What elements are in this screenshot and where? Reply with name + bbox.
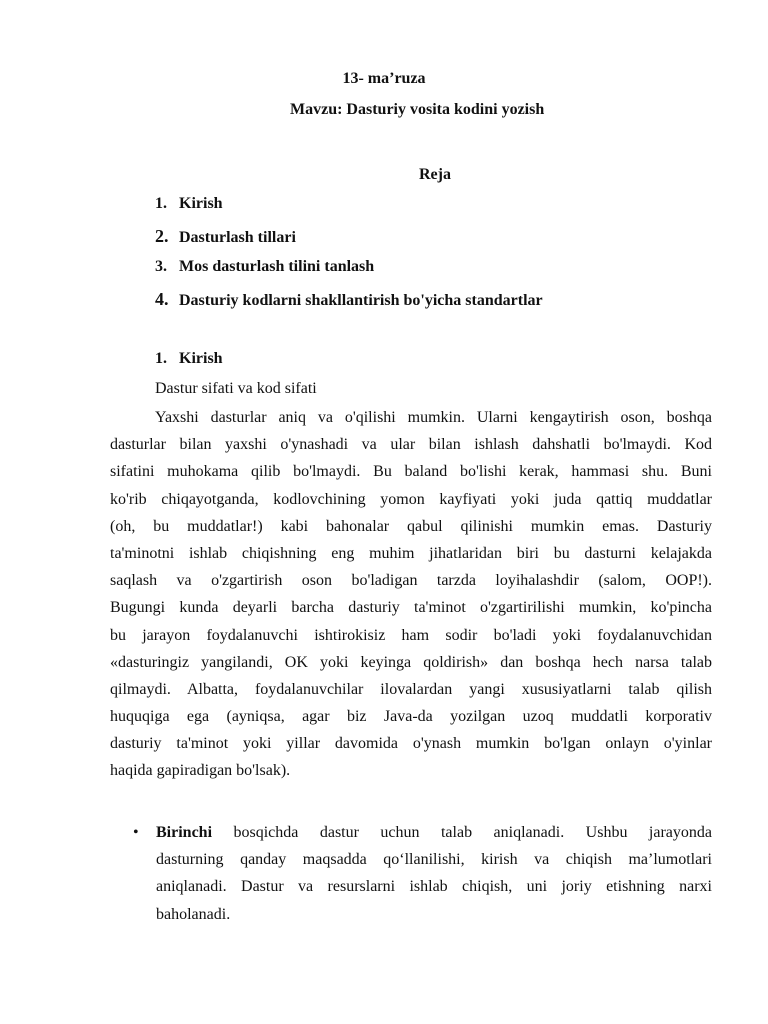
plan-heading: Reja [419,166,451,183]
paragraph-line: dasturlar bilan yaxshi o'ynashadi va ular bilan ishlash dahshatli bo'lmaydi. Kod [110,436,712,454]
lecture-number: 13- ma’ruza [342,70,426,87]
bullet-item [156,818,712,927]
paragraph-line: (oh, bu muddatlar!) kabi bahonalar qabul qilinishi mumkin emas. Dasturiy [110,517,712,535]
plan-item-number: 4. [155,289,169,309]
paragraph-line: Yaxshi dasturlar aniq va o'qilishi mumkin. Ularni kengaytirish oson, boshqa [155,409,712,426]
bullet-line: baholanadi. [156,905,231,923]
plan-item-label: Dasturiy kodlarni shakllantirish bo'yicha standartlar [179,292,543,309]
plan-item [155,226,296,247]
bullet-bold-lead: Birinchi [156,824,213,841]
plan-item-label: Mos dasturlash tilini tanlash [179,258,375,275]
section-number: 1. [155,350,167,367]
paragraph-line: huquqiga ega (ayniqsa, agar biz Java-da yozilgan uzoq muddatli korporativ [110,708,712,726]
plan-item [155,289,543,310]
topic-title: Mavzu: Dasturiy vosita kodini yozish [290,101,545,118]
section-title: Kirish [179,350,223,367]
bullet-dot-icon: • [133,824,139,841]
paragraph-line: ko'rib chiqayotganda, kodlovchining yomon kayfiyati yoki juda qattiq muddatlar [110,490,712,508]
plan-item-label: Dasturlash tillari [179,229,296,246]
paragraph-line: qilmaydi. Albatta, foydalanuvchilar ilovalardan yangi xususiyatlarni talab qilish [110,680,712,698]
body-paragraph [110,404,712,785]
section-subheading: Dastur sifati va kod sifati [155,380,317,397]
plan-item [155,195,223,213]
bullet-line-text: bosqichda dastur uchun talab aniqlanadi. Ushbu jarayonda [212,824,712,841]
bullet-line: aniqlanadi. Dastur va resurslarni ishlab chiqish, uni joriy etishning narxi [156,878,712,896]
paragraph-line: ta'minotni ishlab chiqishning eng muhim jihatlaridan biri bu dasturni kelajakda [110,544,712,562]
plan-item-label: Kirish [179,195,223,212]
paragraph-line: sifatini muhokama qilib bo'lmaydi. Bu baland bo'lishi kerak, hammasi shu. Buni [110,463,712,481]
paragraph-line: bu jarayon foydalanuvchi ishtirokisiz ham sodir bo'ladi yoki foydalanuvchidan [110,626,712,644]
paragraph-line: dasturiy ta'minot yoki yillar davomida o'ynash mumkin bo'lgan onlayn o'yinlar [110,735,712,753]
paragraph-line: Bugungi kunda deyarli barcha dasturiy ta'minot o'zgartirilishi mumkin, ko'pincha [110,599,712,617]
plan-item-number: 1. [155,195,167,212]
paragraph-line: haqida gapiradigan bo'lsak). [110,762,291,780]
plan-item-number: 2. [155,226,169,246]
paragraph-line: saqlash va o'zgartirish oson bo'ladigan tarzda loyihalashdir (salom, OOP!). [110,572,712,590]
section-heading [155,350,223,368]
plan-item-number: 3. [155,258,167,275]
bullet-line [156,818,712,845]
plan-item [155,258,374,276]
paragraph-line: «dasturingiz yangilandi, OK yoki keyinga qoldirish» dan boshqa hech narsa talab [110,653,712,671]
bullet-line: dasturning qanday maqsadda qo‘llanilishi, kirish va chiqish ma’lumotlari [156,851,712,869]
